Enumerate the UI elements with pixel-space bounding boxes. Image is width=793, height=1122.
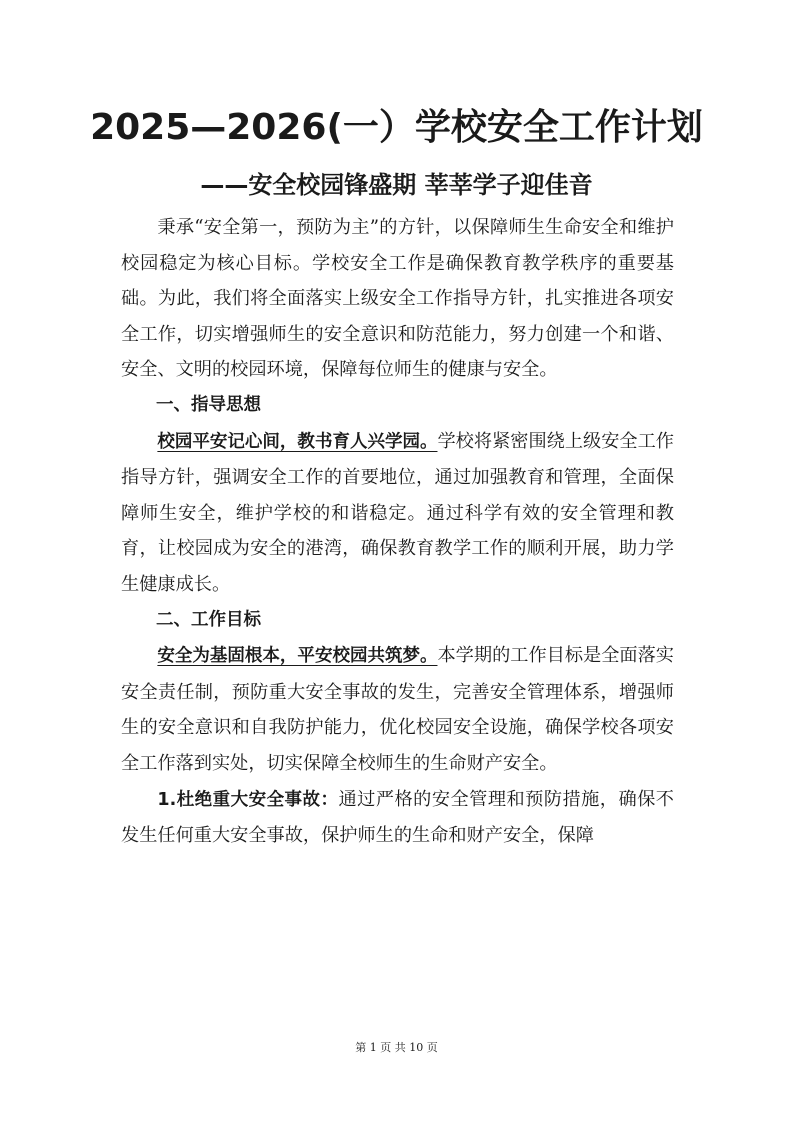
guiding-thought-lead: 校园平安记心间，教书育人兴学园。 xyxy=(157,431,438,452)
work-goals-paragraph xyxy=(121,638,674,781)
goal-item-1-paragraph xyxy=(121,782,674,854)
work-goals-text: 本学期的工作目标是全面落实安全责任制，预防重大安全事故的发生，完善安全管理体系，增强师生的安全意识和自我防护能力，优化校园安全设施，确保学校各项安全工作落到实处，切实保障全校师生的生命财产安全。 xyxy=(121,645,674,774)
work-goals-lead: 安全为基固根本，平安校园共筑梦。 xyxy=(157,646,438,667)
goal-item-1-lead: 1.杜绝重大安全事故： xyxy=(157,789,339,810)
intro-paragraph: 秉承“安全第一，预防为主”的方针，以保障师生生命安全和维护校园稳定为核心目标。学校安全工作是确保教育教学秩序的重要基础。为此，我们将全面落实上级安全工作指导方针，扎实推进各项安全工作，切实增强师生的安全意识和防范能力，努力创建一个和谐、安全、文明的校园环境，保障每位师生的健康与安全。 xyxy=(121,217,674,381)
goal-item-1-text: 通过严格的安全管理和预防措施，确保不发生任何重大安全事故，保护师生的生命和财产安全，保障 xyxy=(121,788,674,847)
guiding-thought-text: 学校将紧密围绕上级安全工作指导方针，强调安全工作的首要地位，通过加强教育和管理，全面保障师生安全，维护学校的和谐稳定。通过科学有效的安全管理和教育，让校园成为安全的港湾，确保教育教学工作的顺利开展，助力学生健康成长。 xyxy=(121,430,674,595)
document-title: 2025—2026(一）学校安全工作计划 xyxy=(90,107,703,148)
section-heading-guiding-thought: 一、指导思想 xyxy=(156,394,261,415)
page-footer: 第 1 页 共 10 页 xyxy=(355,1041,438,1054)
document-body xyxy=(121,210,674,854)
document-subtitle: ——安全校园锋盛期 莘莘学子迎佳音 xyxy=(200,171,593,199)
section-heading-work-goals: 二、工作目标 xyxy=(156,609,261,630)
guiding-thought-paragraph xyxy=(121,424,674,603)
